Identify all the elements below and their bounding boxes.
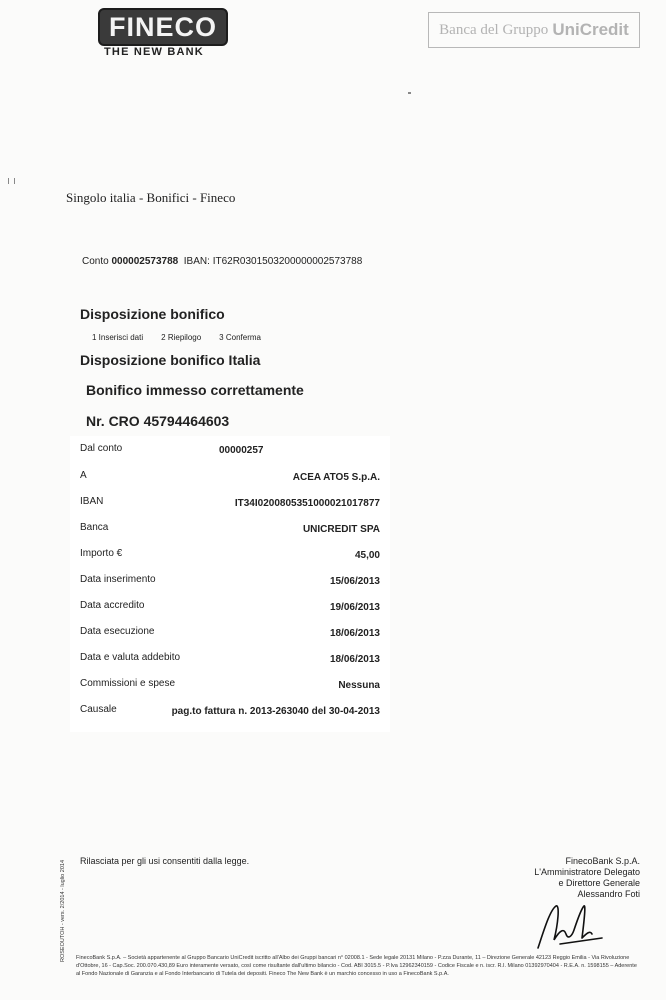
detail-row <box>70 704 390 722</box>
detail-value: Nessuna <box>338 680 380 691</box>
account-line <box>82 256 362 267</box>
detail-row <box>70 496 390 514</box>
detail-label: Data e valuta addebito <box>80 652 181 663</box>
detail-value: 18/06/2013 <box>329 654 380 665</box>
section-heading: Disposizione bonifico <box>80 306 225 322</box>
detail-value: IT34I0200805351000021017877 <box>234 498 380 509</box>
conto-number: 000002573788 <box>111 256 179 267</box>
logo-text: FINECO <box>108 11 217 42</box>
detail-label: Importo € <box>80 548 123 559</box>
step-conferma: 3 Conferma <box>219 333 261 342</box>
signatory-role: L'Amministratore Delegato <box>534 867 640 877</box>
detail-label: IBAN <box>80 496 104 507</box>
detail-label: Dal conto <box>80 443 123 454</box>
detail-value: 18/06/2013 <box>329 628 380 639</box>
detail-label: Data inserimento <box>80 574 156 585</box>
detail-label: A <box>80 470 87 481</box>
footer-note: Rilasciata per gli usi consentiti dalla legge. <box>80 856 250 866</box>
iban-label: IBAN: <box>183 256 210 267</box>
detail-value: 15/06/2013 <box>329 576 380 587</box>
transfer-details <box>70 436 390 732</box>
scan-speck <box>14 178 15 184</box>
detail-value: 00000257 <box>219 445 264 456</box>
fineco-logo <box>98 8 228 46</box>
detail-row <box>70 548 390 566</box>
handwritten-signature <box>530 900 610 952</box>
signatory-company: FinecoBank S.p.A. <box>565 856 640 866</box>
signatory-block <box>500 856 640 900</box>
document-version: ROSEOUTOH - vers. 2/2014 - luglio 2014 <box>60 860 66 962</box>
detail-row <box>70 652 390 670</box>
bank-group-badge <box>428 12 640 48</box>
detail-value: UNICREDIT SPA <box>302 524 380 535</box>
signatory-role-2: e Direttore Generale <box>558 878 640 888</box>
step-riepilogo: 2 Riepilogo <box>161 333 202 342</box>
detail-row <box>70 600 390 618</box>
detail-value: pag.to fattura n. 2013-263040 del 30-04-2013 <box>171 706 380 717</box>
page-title: Singolo italia - Bonifici - Fineco <box>66 190 236 205</box>
wizard-steps <box>92 333 261 342</box>
legal-notice: FinecoBank S.p.A. – Società appartenente al Gruppo Bancario UniCredit iscritto all'Albo dei Gruppi bancari n° 02008.1 - Sede legale 20131 Milano - P.zza Durante, 11 – Direzione Generale 42123 Reggio Emilia - Via Rivoluzione d'Ottobre, 16 - Cap.Soc. 200.070.430,89 Euro interamente versato, così come risultante dall'ultimo bilancio - Cod. ABI 3015.5 - P.Iva 12962340159 - Codice Fiscale e n. iscr. R.I. Milano 01392970404 - R.E.A. n. 1598155 – Aderente al Fondo Nazionale di Garanzia e al Fondo Interbancario di Tutela dei depositi. Fineco The New Bank è un marchio concesso in uso a FinecoBank S.p.A. <box>76 955 637 977</box>
detail-row <box>70 626 390 644</box>
scan-speck <box>408 92 411 94</box>
step-inserisci: 1 Inserisci dati <box>92 333 144 342</box>
detail-label: Data accredito <box>80 600 145 611</box>
detail-label: Data esecuzione <box>80 626 155 637</box>
section-subheading: Disposizione bonifico Italia <box>80 352 261 368</box>
detail-row <box>70 470 390 488</box>
status-message: Bonifico immesso correttamente <box>86 382 304 398</box>
detail-row <box>70 522 390 540</box>
account-iban: IT62R0301503200000002573788 <box>212 256 363 267</box>
detail-row <box>70 574 390 592</box>
bank-group-prefix: Banca del Gruppo <box>439 21 549 38</box>
detail-row <box>70 678 390 696</box>
cro-number: Nr. CRO 45794464603 <box>86 413 230 429</box>
detail-label: Banca <box>80 522 109 533</box>
signatory-name: Alessandro Foti <box>577 889 640 899</box>
detail-value: ACEA ATO5 S.p.A. <box>292 472 380 483</box>
detail-row <box>70 443 390 461</box>
detail-value: 19/06/2013 <box>329 602 380 613</box>
detail-label: Commissioni e spese <box>80 678 176 689</box>
bank-group-name: UniCredit <box>552 20 629 39</box>
detail-value: 45,00 <box>354 550 380 561</box>
detail-label: Causale <box>80 704 117 715</box>
conto-label: Conto <box>82 256 109 267</box>
scan-speck <box>8 178 9 184</box>
logo-tagline: THE NEW BANK <box>104 46 204 58</box>
